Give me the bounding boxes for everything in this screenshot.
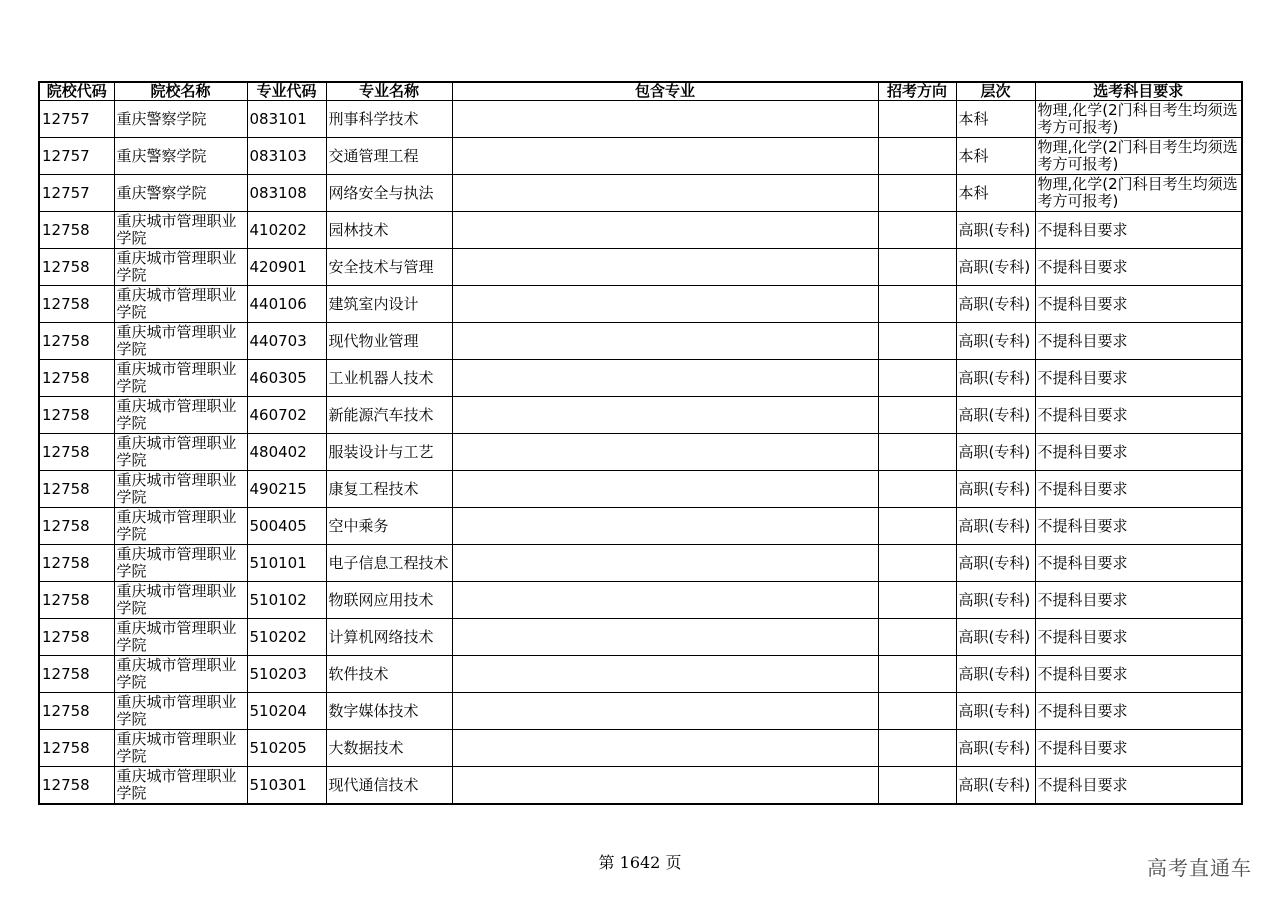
watermark: 高考直通车	[1147, 856, 1252, 880]
major-code-cell: 510102	[247, 582, 326, 619]
major-name-cell: 电子信息工程技术	[326, 545, 452, 582]
school-name-cell: 重庆城市管理职业学院	[114, 397, 247, 434]
included-majors-cell	[452, 767, 878, 805]
major-code-cell: 510202	[247, 619, 326, 656]
level-cell: 高职(专科)	[956, 767, 1035, 805]
included-majors-cell	[452, 619, 878, 656]
major-code-cell: 420901	[247, 249, 326, 286]
school-code-cell: 12757	[39, 175, 114, 212]
school-name-cell: 重庆城市管理职业学院	[114, 508, 247, 545]
level-cell: 高职(专科)	[956, 434, 1035, 471]
included-majors-cell	[452, 693, 878, 730]
subject-requirement-cell: 不提科目要求	[1035, 767, 1242, 805]
school-name-cell: 重庆城市管理职业学院	[114, 582, 247, 619]
major-code-cell: 500405	[247, 508, 326, 545]
direction-cell	[878, 175, 956, 212]
school-code-cell: 12758	[39, 212, 114, 249]
included-majors-cell	[452, 397, 878, 434]
school-name-cell: 重庆城市管理职业学院	[114, 730, 247, 767]
school-code-cell: 12758	[39, 360, 114, 397]
major-name-cell: 物联网应用技术	[326, 582, 452, 619]
header-subject-requirement: 选考科目要求	[1035, 82, 1242, 101]
table-row	[39, 656, 1242, 693]
direction-cell	[878, 249, 956, 286]
level-cell: 高职(专科)	[956, 582, 1035, 619]
direction-cell	[878, 582, 956, 619]
school-name-cell: 重庆城市管理职业学院	[114, 286, 247, 323]
included-majors-cell	[452, 360, 878, 397]
table-row	[39, 582, 1242, 619]
included-majors-cell	[452, 212, 878, 249]
subject-requirement-cell: 不提科目要求	[1035, 730, 1242, 767]
table-row	[39, 138, 1242, 175]
school-code-cell: 12757	[39, 138, 114, 175]
school-name-cell: 重庆城市管理职业学院	[114, 767, 247, 805]
subject-requirement-cell: 不提科目要求	[1035, 360, 1242, 397]
major-name-cell: 网络安全与执法	[326, 175, 452, 212]
included-majors-cell	[452, 286, 878, 323]
school-code-cell: 12758	[39, 693, 114, 730]
major-name-cell: 软件技术	[326, 656, 452, 693]
direction-cell	[878, 471, 956, 508]
level-cell: 高职(专科)	[956, 397, 1035, 434]
school-code-cell: 12758	[39, 545, 114, 582]
school-code-cell: 12758	[39, 656, 114, 693]
direction-cell	[878, 619, 956, 656]
school-code-cell: 12758	[39, 397, 114, 434]
major-code-cell: 510204	[247, 693, 326, 730]
header-major-code: 专业代码	[247, 82, 326, 101]
direction-cell	[878, 101, 956, 138]
major-code-cell: 083101	[247, 101, 326, 138]
table-row	[39, 212, 1242, 249]
included-majors-cell	[452, 656, 878, 693]
direction-cell	[878, 138, 956, 175]
major-name-cell: 康复工程技术	[326, 471, 452, 508]
level-cell: 高职(专科)	[956, 249, 1035, 286]
major-code-cell: 510203	[247, 656, 326, 693]
table-row	[39, 101, 1242, 138]
major-code-cell: 460702	[247, 397, 326, 434]
direction-cell	[878, 360, 956, 397]
major-name-cell: 安全技术与管理	[326, 249, 452, 286]
major-name-cell: 园林技术	[326, 212, 452, 249]
level-cell: 高职(专科)	[956, 730, 1035, 767]
included-majors-cell	[452, 582, 878, 619]
school-code-cell: 12758	[39, 619, 114, 656]
school-code-cell: 12758	[39, 508, 114, 545]
school-name-cell: 重庆城市管理职业学院	[114, 693, 247, 730]
school-name-cell: 重庆城市管理职业学院	[114, 212, 247, 249]
direction-cell	[878, 212, 956, 249]
table-row	[39, 360, 1242, 397]
table-row	[39, 693, 1242, 730]
major-name-cell: 空中乘务	[326, 508, 452, 545]
major-name-cell: 大数据技术	[326, 730, 452, 767]
table-row	[39, 471, 1242, 508]
major-code-cell: 490215	[247, 471, 326, 508]
major-name-cell: 交通管理工程	[326, 138, 452, 175]
major-code-cell: 440703	[247, 323, 326, 360]
major-code-cell: 440106	[247, 286, 326, 323]
major-name-cell: 计算机网络技术	[326, 619, 452, 656]
school-code-cell: 12758	[39, 249, 114, 286]
major-name-cell: 建筑室内设计	[326, 286, 452, 323]
header-included-majors: 包含专业	[452, 82, 878, 101]
subject-requirement-cell: 不提科目要求	[1035, 397, 1242, 434]
school-name-cell: 重庆城市管理职业学院	[114, 249, 247, 286]
major-name-cell: 数字媒体技术	[326, 693, 452, 730]
header-direction: 招考方向	[878, 82, 956, 101]
subject-requirement-cell: 不提科目要求	[1035, 323, 1242, 360]
table-row	[39, 730, 1242, 767]
level-cell: 高职(专科)	[956, 212, 1035, 249]
subject-requirement-cell: 不提科目要求	[1035, 286, 1242, 323]
school-name-cell: 重庆城市管理职业学院	[114, 656, 247, 693]
school-name-cell: 重庆城市管理职业学院	[114, 471, 247, 508]
table-row	[39, 545, 1242, 582]
subject-requirement-cell: 不提科目要求	[1035, 693, 1242, 730]
table-row	[39, 767, 1242, 805]
subject-requirement-cell: 不提科目要求	[1035, 434, 1242, 471]
direction-cell	[878, 286, 956, 323]
school-name-cell: 重庆城市管理职业学院	[114, 323, 247, 360]
major-code-cell: 480402	[247, 434, 326, 471]
level-cell: 高职(专科)	[956, 323, 1035, 360]
subject-requirement-cell: 不提科目要求	[1035, 545, 1242, 582]
table-body	[39, 101, 1242, 805]
table-row	[39, 434, 1242, 471]
table-row	[39, 175, 1242, 212]
table-row	[39, 508, 1242, 545]
level-cell: 高职(专科)	[956, 656, 1035, 693]
table-row	[39, 397, 1242, 434]
header-school-name: 院校名称	[114, 82, 247, 101]
subject-requirement-cell: 不提科目要求	[1035, 582, 1242, 619]
subject-requirement-cell: 不提科目要求	[1035, 656, 1242, 693]
subject-requirement-cell: 物理,化学(2门科目考生均须选考方可报考)	[1035, 175, 1242, 212]
table-row	[39, 249, 1242, 286]
major-code-cell: 510301	[247, 767, 326, 805]
included-majors-cell	[452, 471, 878, 508]
school-code-cell: 12758	[39, 434, 114, 471]
subject-requirement-cell: 不提科目要求	[1035, 212, 1242, 249]
major-name-cell: 现代物业管理	[326, 323, 452, 360]
admission-table	[38, 81, 1243, 805]
school-code-cell: 12758	[39, 767, 114, 805]
level-cell: 高职(专科)	[956, 286, 1035, 323]
direction-cell	[878, 730, 956, 767]
school-name-cell: 重庆城市管理职业学院	[114, 619, 247, 656]
school-name-cell: 重庆城市管理职业学院	[114, 545, 247, 582]
level-cell: 高职(专科)	[956, 471, 1035, 508]
included-majors-cell	[452, 730, 878, 767]
direction-cell	[878, 693, 956, 730]
school-name-cell: 重庆警察学院	[114, 101, 247, 138]
table-row	[39, 323, 1242, 360]
level-cell: 高职(专科)	[956, 619, 1035, 656]
school-code-cell: 12758	[39, 582, 114, 619]
table-row	[39, 286, 1242, 323]
header-major-name: 专业名称	[326, 82, 452, 101]
major-code-cell: 510101	[247, 545, 326, 582]
subject-requirement-cell: 不提科目要求	[1035, 471, 1242, 508]
school-code-cell: 12758	[39, 471, 114, 508]
subject-requirement-cell: 不提科目要求	[1035, 619, 1242, 656]
included-majors-cell	[452, 323, 878, 360]
table-header-row	[39, 82, 1242, 101]
subject-requirement-cell: 不提科目要求	[1035, 508, 1242, 545]
major-code-cell: 083103	[247, 138, 326, 175]
major-name-cell: 现代通信技术	[326, 767, 452, 805]
direction-cell	[878, 323, 956, 360]
level-cell: 高职(专科)	[956, 360, 1035, 397]
major-code-cell: 510205	[247, 730, 326, 767]
direction-cell	[878, 508, 956, 545]
major-code-cell: 083108	[247, 175, 326, 212]
level-cell: 本科	[956, 175, 1035, 212]
direction-cell	[878, 545, 956, 582]
page-number: 第 1642 页	[598, 853, 682, 872]
level-cell: 本科	[956, 101, 1035, 138]
major-code-cell: 460305	[247, 360, 326, 397]
included-majors-cell	[452, 434, 878, 471]
table-row	[39, 619, 1242, 656]
major-name-cell: 服装设计与工艺	[326, 434, 452, 471]
subject-requirement-cell: 物理,化学(2门科目考生均须选考方可报考)	[1035, 101, 1242, 138]
included-majors-cell	[452, 101, 878, 138]
included-majors-cell	[452, 138, 878, 175]
included-majors-cell	[452, 175, 878, 212]
major-code-cell: 410202	[247, 212, 326, 249]
school-code-cell: 12758	[39, 323, 114, 360]
subject-requirement-cell: 不提科目要求	[1035, 249, 1242, 286]
major-name-cell: 新能源汽车技术	[326, 397, 452, 434]
included-majors-cell	[452, 545, 878, 582]
school-code-cell: 12758	[39, 730, 114, 767]
school-code-cell: 12757	[39, 101, 114, 138]
level-cell: 本科	[956, 138, 1035, 175]
included-majors-cell	[452, 508, 878, 545]
level-cell: 高职(专科)	[956, 508, 1035, 545]
school-name-cell: 重庆城市管理职业学院	[114, 360, 247, 397]
direction-cell	[878, 397, 956, 434]
major-name-cell: 工业机器人技术	[326, 360, 452, 397]
level-cell: 高职(专科)	[956, 693, 1035, 730]
school-name-cell: 重庆城市管理职业学院	[114, 434, 247, 471]
school-name-cell: 重庆警察学院	[114, 138, 247, 175]
header-level: 层次	[956, 82, 1035, 101]
header-school-code: 院校代码	[39, 82, 114, 101]
direction-cell	[878, 767, 956, 805]
direction-cell	[878, 434, 956, 471]
major-name-cell: 刑事科学技术	[326, 101, 452, 138]
included-majors-cell	[452, 249, 878, 286]
subject-requirement-cell: 物理,化学(2门科目考生均须选考方可报考)	[1035, 138, 1242, 175]
level-cell: 高职(专科)	[956, 545, 1035, 582]
school-name-cell: 重庆警察学院	[114, 175, 247, 212]
school-code-cell: 12758	[39, 286, 114, 323]
direction-cell	[878, 656, 956, 693]
